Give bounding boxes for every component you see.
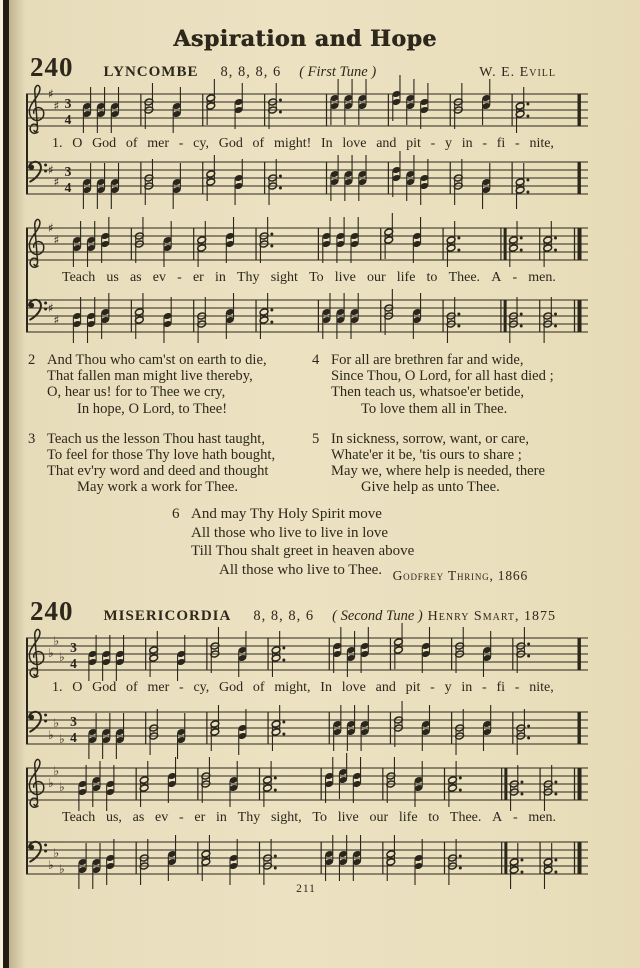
svg-text:♭: ♭ xyxy=(59,862,65,876)
verse-line: In sickness, sorrow, want, or care, xyxy=(331,430,530,447)
verse-line: And Thou who cam'st on earth to die, xyxy=(47,352,267,368)
svg-text:♭: ♭ xyxy=(48,646,54,660)
verse-3 xyxy=(28,431,312,496)
verse-column-left xyxy=(28,352,312,510)
bass-staff xyxy=(26,142,588,218)
svg-text:4: 4 xyxy=(64,180,72,195)
svg-text:♭: ♭ xyxy=(53,634,60,648)
verse-line: All those who live to Thee. xyxy=(219,561,383,578)
author-attribution: Godfrey Thring, 1866 xyxy=(392,568,528,583)
verse-line: To love them all in Thee. xyxy=(361,400,508,417)
verse-line: Teach us the lesson Thou hast taught, xyxy=(47,430,265,447)
svg-text:3: 3 xyxy=(70,714,77,729)
verse-5 xyxy=(312,431,596,496)
svg-text:♭: ♭ xyxy=(48,776,54,790)
svg-text:♭: ♭ xyxy=(48,728,54,742)
svg-text:♯: ♯ xyxy=(53,175,60,189)
verse-number: 5 xyxy=(312,430,320,447)
hymn1-number: 240 xyxy=(30,52,74,82)
hymn1-tune-name: LYNCOMBE xyxy=(103,64,199,80)
lyric-line-1: 1. O God of mer - cy, God of might! In love and pit - y in - fi - nite, xyxy=(52,136,554,151)
verse-number: 4 xyxy=(312,352,320,368)
verse-column-right xyxy=(312,352,596,510)
hymn2-tune-label: ( Second Tune ) xyxy=(332,608,423,624)
bass-staff xyxy=(26,280,588,356)
svg-text:4: 4 xyxy=(70,656,77,671)
verse-line: Since Thou, O Lord, for all hast died ; xyxy=(331,368,554,385)
verse-line: Give help as unto Thee. xyxy=(361,479,500,496)
verse-2 xyxy=(28,352,312,417)
music-system-4 xyxy=(0,760,640,900)
hymn1-composer: W. E. Evill xyxy=(479,65,556,80)
svg-text:♯: ♯ xyxy=(48,301,54,315)
svg-text:♭: ♭ xyxy=(53,764,60,778)
verse-line: May work a work for Thee. xyxy=(77,479,239,496)
verse-line: That fallen man might live thereby, xyxy=(47,368,253,385)
svg-text:4: 4 xyxy=(64,112,72,127)
verse-number: 2 xyxy=(28,352,36,368)
verse-line: May we, where help is needed, there xyxy=(331,463,545,480)
hymn2-number: 240 xyxy=(30,596,74,626)
svg-text:♯: ♯ xyxy=(53,313,60,327)
lyric-line-3: 1. O God of mer - cy, God of might, In love and pit - y in - fi - nite, xyxy=(52,680,554,695)
svg-text:3: 3 xyxy=(64,164,72,179)
verse-line: That ev'ry word and deed and thought xyxy=(47,463,269,480)
hymn2-composer: Henry Smart, 1875 xyxy=(427,609,556,624)
svg-text:♯: ♯ xyxy=(48,221,54,235)
music-system-1 xyxy=(0,86,640,220)
section-title: Aspiration and Hope xyxy=(173,26,437,52)
svg-text:♭: ♭ xyxy=(53,846,60,860)
svg-text:♭: ♭ xyxy=(59,650,65,664)
verse-line: Then teach us, whatsoe'er betide, xyxy=(331,384,525,401)
page-number: 211 xyxy=(296,883,316,895)
verse-line: In hope, O Lord, to Thee! xyxy=(77,400,228,417)
verse-line: Whate'er it be, 'tis ours to share ; xyxy=(331,447,522,464)
verse-line: And may Thy Holy Spirit move xyxy=(191,506,382,522)
svg-text:♭: ♭ xyxy=(59,780,65,794)
svg-text:♭: ♭ xyxy=(59,732,65,746)
verse-line: Till Thou shalt greet in heaven above xyxy=(191,543,415,559)
verse-4 xyxy=(312,352,596,417)
verse-line: To feel for those Thy love hath bought, xyxy=(47,447,276,464)
hymn1-meter: 8, 8, 8, 6 xyxy=(220,64,282,80)
svg-text:3: 3 xyxy=(70,640,77,655)
hymn1-tune-label: ( First Tune ) xyxy=(299,64,377,80)
verse-block xyxy=(28,352,596,510)
svg-text:♯: ♯ xyxy=(48,163,54,177)
svg-text:♯: ♯ xyxy=(53,99,60,113)
music-system-2 xyxy=(0,220,640,356)
verse-number: 3 xyxy=(28,430,36,447)
verse-line: O, hear us! for to Thee we cry, xyxy=(47,384,226,401)
verse-line: All those who live to live in love xyxy=(191,524,389,541)
svg-text:♯: ♯ xyxy=(53,233,60,247)
verse-line: For all are brethren far and wide, xyxy=(331,352,524,368)
svg-text:♯: ♯ xyxy=(48,87,54,101)
svg-text:♭: ♭ xyxy=(53,716,60,730)
lyric-line-4: Teach us, as ev - er in Thy sight, To live our life to Thee. A - men. xyxy=(62,810,556,825)
svg-text:♭: ♭ xyxy=(48,858,54,872)
hymn2-meter: 8, 8, 8, 6 xyxy=(253,608,315,624)
verse-number: 6 xyxy=(172,506,180,522)
hymn2-tune-name: MISERICORDIA xyxy=(103,608,232,624)
svg-text:3: 3 xyxy=(64,96,72,111)
svg-text:4: 4 xyxy=(70,730,77,745)
lyric-line-2: Teach us as ev - er in Thy sight To live our life to Thee. A - men. xyxy=(62,270,556,285)
verse-6 xyxy=(172,505,414,579)
